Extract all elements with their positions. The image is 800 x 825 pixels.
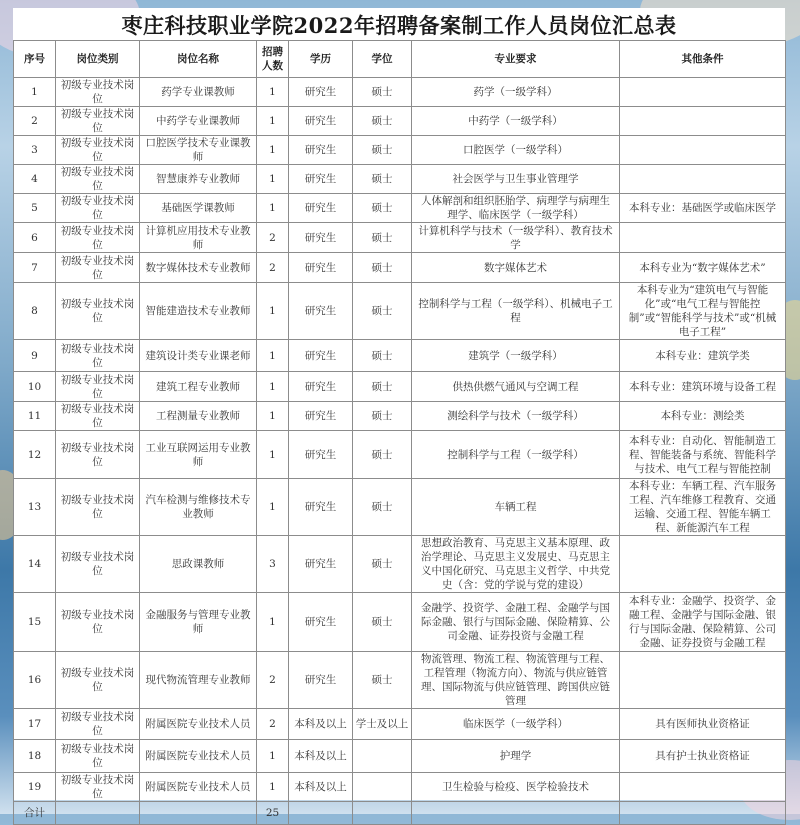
cell-seq: 6 [14, 223, 56, 253]
cell-count: 1 [257, 593, 289, 652]
cell-major: 控制科学与工程（一级学科） [412, 431, 620, 479]
cell-seq: 19 [14, 773, 56, 802]
cell-category: 初级专业技术岗位 [56, 593, 140, 652]
cell-other: 本科专业：自动化、智能制造工程、智能装备与系统、智能科学与技术、电气工程与智能控制 [620, 431, 786, 479]
cell-category: 初级专业技术岗位 [56, 78, 140, 107]
cell-category: 初级专业技术岗位 [56, 136, 140, 165]
cell-seq: 12 [14, 431, 56, 479]
cell-count: 1 [257, 283, 289, 340]
recruitment-table [13, 40, 786, 825]
table-row [14, 652, 786, 709]
table-row [14, 165, 786, 194]
cell-education: 研究生 [289, 136, 353, 165]
cell-seq: 1 [14, 78, 56, 107]
cell-count: 1 [257, 78, 289, 107]
cell-seq: 18 [14, 740, 56, 773]
cell-education: 研究生 [289, 536, 353, 593]
cell-education: 研究生 [289, 593, 353, 652]
cell-other: 本科专业为“数字媒体艺术” [620, 253, 786, 283]
cell-other: 本科专业为“建筑电气与智能化”或“电气工程与智能控制”或“智能科学与技术”或“机械电子工程” [620, 283, 786, 340]
cell-other [620, 136, 786, 165]
cell-other: 具有护士执业资格证 [620, 740, 786, 773]
cell-seq: 3 [14, 136, 56, 165]
cell-category: 初级专业技术岗位 [56, 402, 140, 431]
cell-other: 具有医师执业资格证 [620, 709, 786, 740]
cell-degree: 硕士 [353, 165, 412, 194]
cell-name: 中药学专业课教师 [140, 107, 257, 136]
header-name: 岗位名称 [140, 41, 257, 78]
cell-education: 研究生 [289, 223, 353, 253]
cell-seq: 7 [14, 253, 56, 283]
cell-other: 本科专业：建筑环境与设备工程 [620, 372, 786, 402]
table-row [14, 223, 786, 253]
cell-degree: 硕士 [353, 652, 412, 709]
cell-name: 药学专业课教师 [140, 78, 257, 107]
cell-category: 初级专业技术岗位 [56, 283, 140, 340]
cell-category: 初级专业技术岗位 [56, 165, 140, 194]
cell-category: 初级专业技术岗位 [56, 773, 140, 802]
cell-degree: 硕士 [353, 431, 412, 479]
cell-name: 思政课教师 [140, 536, 257, 593]
cell-major: 社会医学与卫生事业管理学 [412, 165, 620, 194]
cell-education: 研究生 [289, 283, 353, 340]
cell-degree: 硕士 [353, 593, 412, 652]
cell-count: 1 [257, 372, 289, 402]
cell-seq: 17 [14, 709, 56, 740]
cell-other [620, 78, 786, 107]
header-category: 岗位类别 [56, 41, 140, 78]
cell-category: 初级专业技术岗位 [56, 536, 140, 593]
cell-count: 1 [257, 165, 289, 194]
cell-degree: 硕士 [353, 536, 412, 593]
cell-other [620, 536, 786, 593]
cell-education: 研究生 [289, 340, 353, 372]
table-row [14, 194, 786, 223]
cell-category: 初级专业技术岗位 [56, 372, 140, 402]
cell-other: 本科专业：金融学、投资学、金融工程、金融学与国际金融、银行与国际金融、保险精算、公司金融、证券投资与金融工程 [620, 593, 786, 652]
cell-seq: 16 [14, 652, 56, 709]
cell-degree: 硕士 [353, 223, 412, 253]
table-header-row [14, 41, 786, 78]
cell-major: 中药学（一级学科） [412, 107, 620, 136]
table-row [14, 340, 786, 372]
cell-count: 2 [257, 253, 289, 283]
cell-category: 初级专业技术岗位 [56, 479, 140, 536]
table-row [14, 372, 786, 402]
cell-category: 初级专业技术岗位 [56, 253, 140, 283]
cell-major: 测绘科学与技术（一级学科） [412, 402, 620, 431]
cell-seq: 14 [14, 536, 56, 593]
cell-name: 智能建造技术专业教师 [140, 283, 257, 340]
cell-count: 1 [257, 340, 289, 372]
cell-count: 1 [257, 136, 289, 165]
cell-major: 人体解剖和组织胚胎学、病理学与病理生理学、临床医学（一级学科） [412, 194, 620, 223]
table-row [14, 283, 786, 340]
cell-name: 基础医学课教师 [140, 194, 257, 223]
table-row [14, 773, 786, 802]
cell-education: 本科及以上 [289, 709, 353, 740]
cell-name: 汽车检测与维修技术专业教师 [140, 479, 257, 536]
cell-count: 1 [257, 740, 289, 773]
cell-name: 现代物流管理专业教师 [140, 652, 257, 709]
cell-category: 初级专业技术岗位 [56, 709, 140, 740]
cell-other: 本科专业：建筑学类 [620, 340, 786, 372]
cell-degree: 硕士 [353, 107, 412, 136]
table-row [14, 431, 786, 479]
cell-other [620, 165, 786, 194]
cell-education: 本科及以上 [289, 773, 353, 802]
cell-education: 研究生 [289, 253, 353, 283]
cell-major: 药学（一级学科） [412, 78, 620, 107]
cell-education: 研究生 [289, 165, 353, 194]
cell-major: 金融学、投资学、金融工程、金融学与国际金融、银行与国际金融、保险精算、公司金融、证券投资与金融工程 [412, 593, 620, 652]
cell-degree [353, 773, 412, 802]
cell-category: 初级专业技术岗位 [56, 107, 140, 136]
cell-education: 研究生 [289, 479, 353, 536]
cell-degree: 硕士 [353, 479, 412, 536]
cell-degree: 硕士 [353, 136, 412, 165]
table-row [14, 253, 786, 283]
cell-name: 附属医院专业技术人员 [140, 709, 257, 740]
cell-count: 2 [257, 223, 289, 253]
cell-category: 初级专业技术岗位 [56, 340, 140, 372]
cell-education: 本科及以上 [289, 740, 353, 773]
cell-count: 2 [257, 652, 289, 709]
table-row [14, 536, 786, 593]
cell-name: 计算机应用技术专业教师 [140, 223, 257, 253]
cell-name: 工程测量专业教师 [140, 402, 257, 431]
cell-category: 初级专业技术岗位 [56, 652, 140, 709]
table-row [14, 479, 786, 536]
cell-name: 工业互联网运用专业教师 [140, 431, 257, 479]
cell-other: 本科专业：车辆工程、汽车服务工程、汽车维修工程教育、交通运输、交通工程、智能车辆工程、新能源汽车工程 [620, 479, 786, 536]
cell-name: 建筑设计类专业课老师 [140, 340, 257, 372]
cell-count: 2 [257, 709, 289, 740]
cell-degree: 硕士 [353, 253, 412, 283]
cell-major: 临床医学（一级学科） [412, 709, 620, 740]
cell-category: 初级专业技术岗位 [56, 194, 140, 223]
cell-other [620, 652, 786, 709]
cell-degree [353, 740, 412, 773]
cell-seq: 10 [14, 372, 56, 402]
cell-degree: 学士及以上 [353, 709, 412, 740]
cell-seq: 2 [14, 107, 56, 136]
header-major: 专业要求 [412, 41, 620, 78]
cell-category: 初级专业技术岗位 [56, 431, 140, 479]
cell-other [620, 107, 786, 136]
cell-major: 物流管理、物流工程、物流管理与工程、工程管理（物流方向）、物流与供应链管理、国际物流与供应链管理、跨国供应链管理 [412, 652, 620, 709]
header-other: 其他条件 [620, 41, 786, 78]
cell-other [620, 773, 786, 802]
cell-degree: 硕士 [353, 372, 412, 402]
cell-name: 口腔医学技术专业课教师 [140, 136, 257, 165]
cell-other: 本科专业：测绘类 [620, 402, 786, 431]
cell-major: 数字媒体艺术 [412, 253, 620, 283]
cell-name: 附属医院专业技术人员 [140, 773, 257, 802]
cell-degree: 硕士 [353, 402, 412, 431]
cell-major: 护理学 [412, 740, 620, 773]
document-sheet [13, 8, 785, 819]
table-row [14, 740, 786, 773]
cell-count: 1 [257, 773, 289, 802]
cell-count: 1 [257, 402, 289, 431]
cell-education: 研究生 [289, 107, 353, 136]
cell-other: 本科专业：基础医学或临床医学 [620, 194, 786, 223]
header-degree: 学位 [353, 41, 412, 78]
cell-education: 研究生 [289, 78, 353, 107]
cell-category: 初级专业技术岗位 [56, 740, 140, 773]
cell-education: 研究生 [289, 652, 353, 709]
cell-count: 1 [257, 107, 289, 136]
cell-major: 卫生检验与检疫、医学检验技术 [412, 773, 620, 802]
cell-seq: 4 [14, 165, 56, 194]
cell-count: 1 [257, 431, 289, 479]
header-count: 招聘人数 [257, 41, 289, 78]
cell-degree: 硕士 [353, 78, 412, 107]
table-row [14, 709, 786, 740]
cell-count: 3 [257, 536, 289, 593]
page-title: 枣庄科技职业学院2022年招聘备案制工作人员岗位汇总表 [121, 13, 677, 38]
cell-seq: 5 [14, 194, 56, 223]
cell-seq: 13 [14, 479, 56, 536]
table-row [14, 78, 786, 107]
cell-major: 口腔医学（一级学科） [412, 136, 620, 165]
cell-seq: 11 [14, 402, 56, 431]
cell-degree: 硕士 [353, 340, 412, 372]
cell-seq: 9 [14, 340, 56, 372]
cell-seq: 8 [14, 283, 56, 340]
cell-education: 研究生 [289, 372, 353, 402]
cell-name: 建筑工程专业教师 [140, 372, 257, 402]
cell-major: 控制科学与工程（一级学科）、机械电子工程 [412, 283, 620, 340]
cell-category: 初级专业技术岗位 [56, 223, 140, 253]
table-row [14, 136, 786, 165]
cell-count: 1 [257, 194, 289, 223]
cell-count: 1 [257, 479, 289, 536]
cell-major: 思想政治教育、马克思主义基本原理、政治学理论、马克思主义发展史、马克思主义中国化研究、马克思主义哲学、中共党史（含：党的学说与党的建设） [412, 536, 620, 593]
table-row [14, 402, 786, 431]
cell-education: 研究生 [289, 431, 353, 479]
cell-seq: 15 [14, 593, 56, 652]
table-row [14, 593, 786, 652]
table-row [14, 107, 786, 136]
cell-education: 研究生 [289, 402, 353, 431]
header-education: 学历 [289, 41, 353, 78]
total-label: 合计 [14, 802, 56, 825]
cell-name: 金融服务与管理专业教师 [140, 593, 257, 652]
cell-education: 研究生 [289, 194, 353, 223]
cell-degree: 硕士 [353, 283, 412, 340]
cell-other [620, 223, 786, 253]
cell-degree: 硕士 [353, 194, 412, 223]
cell-major: 供热供燃气通风与空调工程 [412, 372, 620, 402]
cell-major: 计算机科学与技术（一级学科）、教育技术学 [412, 223, 620, 253]
cell-major: 车辆工程 [412, 479, 620, 536]
total-count: 25 [257, 802, 289, 825]
cell-name: 智慧康养专业教师 [140, 165, 257, 194]
cell-name: 附属医院专业技术人员 [140, 740, 257, 773]
header-seq: 序号 [14, 41, 56, 78]
cell-name: 数字媒体技术专业教师 [140, 253, 257, 283]
cell-major: 建筑学（一级学科） [412, 340, 620, 372]
total-row [14, 802, 786, 825]
